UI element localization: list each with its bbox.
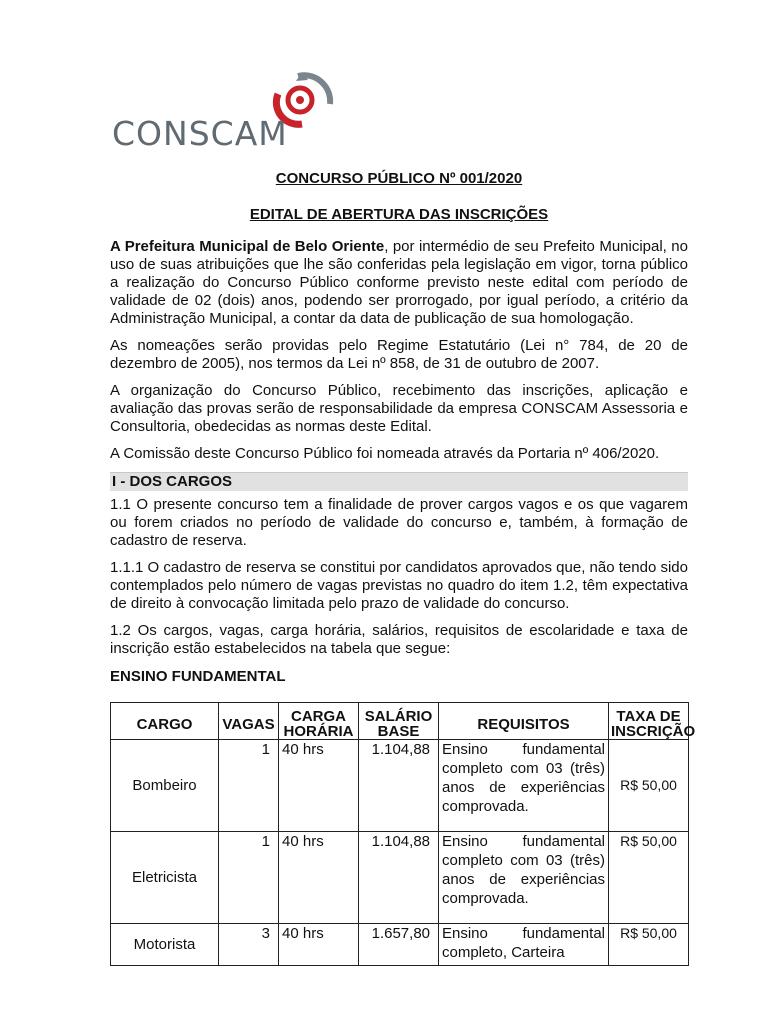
- cell-requisitos: Ensino fundamental completo com 03 (três) anos de experiências comprovada.: [439, 832, 609, 924]
- document-title: CONCURSO PÚBLICO Nº 001/2020: [275, 170, 523, 187]
- intro-paragraph-3: A organização do Concurso Público, recebimento das inscrições, aplicação e avaliação das provas serão de responsabilidade da empresa CONSCAM Assessoria e Consultoria, obedecidas as normas deste Edital.: [110, 382, 688, 435]
- cell-requisitos: Ensino fundamental completo, Carteira: [439, 924, 609, 966]
- prefeitura-name: A Prefeitura Municipal de Belo Oriente: [110, 238, 385, 255]
- header-salario-line-2: BASE: [377, 723, 420, 740]
- cell-taxa: R$ 50,00: [609, 924, 689, 966]
- intro-paragraph-1: [110, 238, 688, 328]
- cell-cargo: Eletricista: [111, 832, 219, 924]
- intro-paragraph-2: As nomeações serão providas pelo Regime Estatutário (Lei n° 784, de 20 de dezembro de 2005), nos termos da Lei nº 858, de 31 de outubro de 2007.: [110, 337, 688, 372]
- header-carga-line-2: HORÁRIA: [283, 723, 354, 740]
- cell-vagas: 1: [219, 740, 279, 832]
- document-body: [110, 170, 696, 966]
- logo-text: CONSCAM: [112, 114, 288, 153]
- intro-paragraph-4: A Comissão deste Concurso Público foi nomeada através da Portaria nº 406/2020.: [110, 445, 660, 462]
- cell-cargo: Motorista: [111, 924, 219, 966]
- cell-salario: 1.657,80: [359, 924, 439, 966]
- header-carga-horaria: [279, 703, 359, 740]
- header-salario-base: [359, 703, 439, 740]
- header-cargo: CARGO: [111, 703, 219, 740]
- table-row: [111, 924, 689, 966]
- cargos-table: [110, 702, 696, 966]
- cell-carga: 40 hrs: [279, 832, 359, 924]
- cell-vagas: 1: [219, 832, 279, 924]
- section-paragraph-1-1-1: 1.1.1 O cadastro de reserva se constitui por candidatos aprovados que, não tendo sido contemplados pelo número de vagas previstas no quadro do item 1.2, têm expectativa de direito à convocação limitada pelo prazo de validade do concurso.: [110, 559, 688, 612]
- table-header-row: [111, 703, 689, 740]
- document-subtitle: EDITAL DE ABERTURA DAS INSCRIÇÕES: [249, 206, 549, 223]
- cell-carga: 40 hrs: [279, 740, 359, 832]
- cell-carga: 40 hrs: [279, 924, 359, 966]
- section-paragraph-1-1: 1.1 O presente concurso tem a finalidade de prover cargos vagos e os que vagarem ou forem criados no período de validade do concurso e, também, à formação de cadastro de reserva.: [110, 496, 688, 549]
- header-taxa-line-2: INSCRIÇÃO: [611, 723, 696, 740]
- cell-salario: 1.104,88: [359, 740, 439, 832]
- header-taxa-line-1: TAXA DE: [616, 708, 681, 725]
- conscam-logo: [108, 70, 338, 153]
- cell-taxa: R$ 50,00: [609, 740, 689, 832]
- table-row: [111, 740, 689, 832]
- cell-taxa: R$ 50,00: [609, 832, 689, 924]
- intro-paragraph-1-text: , por intermédio de seu Prefeito Municipal, no uso de suas atribuições que lhe são conferidas pela legislação em vigor, torna público a realização do Concurso Público conforme previsto neste edital com período de validade de 02 (dois) anos, podendo ser prorrogado, por igual período, a critério da Administração Municipal, a contar da data de publicação de sua homologação.: [110, 238, 688, 327]
- header-taxa-inscricao: [609, 703, 696, 740]
- header-carga-line-1: CARGA: [291, 708, 346, 725]
- table-row: [111, 832, 689, 924]
- header-vagas: VAGAS: [219, 703, 279, 740]
- subheading-ensino-fundamental: ENSINO FUNDAMENTAL: [110, 668, 286, 685]
- section-heading-cargos: I - DOS CARGOS: [110, 472, 688, 491]
- cell-cargo: Bombeiro: [111, 740, 219, 832]
- header-requisitos: REQUISITOS: [439, 703, 609, 740]
- header-salario-line-1: SALÁRIO: [364, 708, 433, 725]
- cell-salario: 1.104,88: [359, 832, 439, 924]
- cell-requisitos: Ensino fundamental completo com 03 (três) anos de experiências comprovada.: [439, 740, 609, 832]
- section-paragraph-1-2: 1.2 Os cargos, vagas, carga horária, salários, requisitos de escolaridade e taxa de inscrição estão estabelecidos na tabela que segue:: [110, 622, 688, 657]
- cell-vagas: 3: [219, 924, 279, 966]
